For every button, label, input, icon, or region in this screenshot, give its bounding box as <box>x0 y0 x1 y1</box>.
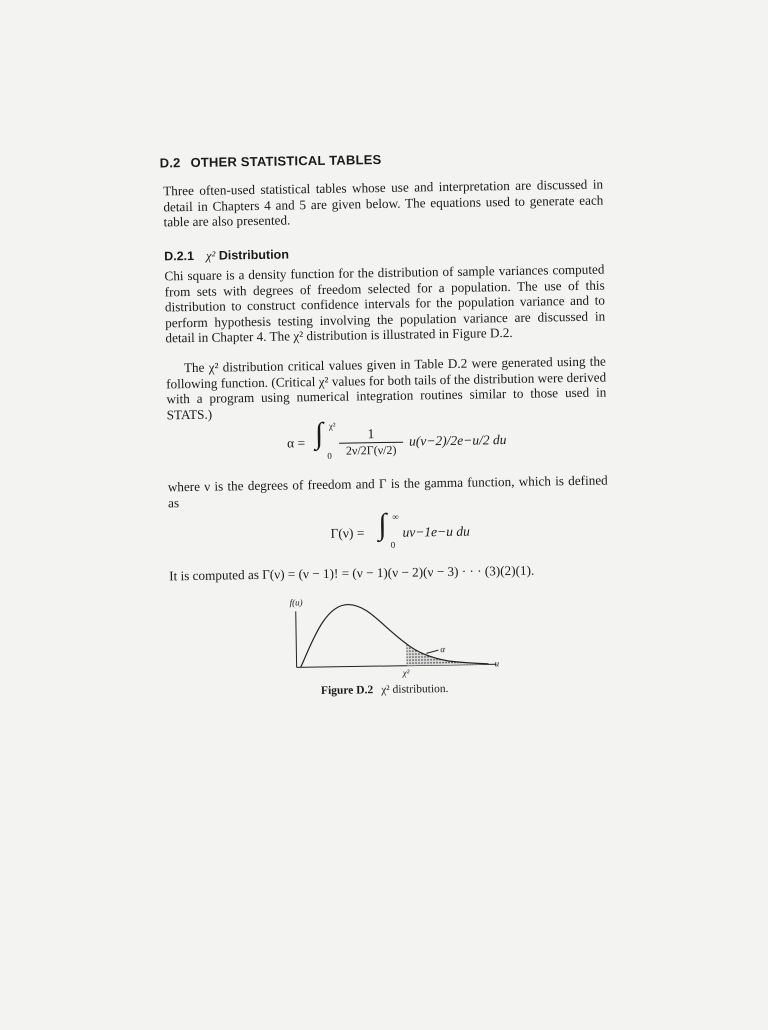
section-number: D.2 <box>159 155 181 171</box>
chi-square-figure <box>288 594 510 697</box>
intro-paragraph: Three often-used statistical tables whose use and interpretation are discussed in detail in Chapters 4 and 5 are given below. The equations used to generate each table are also presented. <box>163 176 604 230</box>
tail-area <box>406 642 488 665</box>
eq1-denominator: 2ν/2Γ(ν/2) <box>339 442 403 459</box>
subsection-symbol: χ² <box>205 248 216 263</box>
subsection-number: D.2.1 <box>164 248 195 264</box>
integral-sign: ∫ <box>378 507 387 542</box>
alpha-label: α <box>440 644 446 655</box>
caption-text: χ² distribution. <box>381 683 449 697</box>
subsection-heading <box>164 247 289 264</box>
chi-square-paragraph: Chi square is a density function for the distribution of sample variances computed from sets with degrees of freedom selected for a population. The use of this distribution to construct confidence intervals for the population variance and to perform hypothesis testing involving the population variance are discussed in detail in Chapter 4. The χ² distribution is illustrated in Figure D.2. <box>164 261 606 346</box>
eq1-lower-limit: 0 <box>327 450 332 461</box>
distribution-plot <box>288 594 509 687</box>
factorial-paragraph: It is computed as Γ(ν) = (ν − 1)! = (ν − 1)(ν − 2)(ν − 3) · · · (3)(2)(1). <box>169 562 535 584</box>
y-axis-label: f(u) <box>289 597 303 608</box>
eq2-lhs: Γ(ν) = <box>330 525 365 541</box>
alpha-equation <box>287 418 528 472</box>
alpha-pointer <box>426 650 438 653</box>
eq2-lower-limit: 0 <box>390 539 396 550</box>
eq1-lhs: α = <box>286 435 306 451</box>
section-title: OTHER STATISTICAL TABLES <box>190 151 382 170</box>
eq2-upper-limit: ∞ <box>392 511 399 522</box>
gamma-paragraph: where ν is the degrees of freedom and Γ is the gamma function, which is defined as <box>167 472 608 510</box>
y-axis <box>296 611 297 667</box>
subsection-title: Distribution <box>218 247 290 263</box>
section-heading <box>160 152 382 170</box>
eq1-numerator: 1 <box>367 426 375 442</box>
critical-value-label: χ² <box>402 667 410 678</box>
eq2-integrand: uν−1e−u du <box>402 523 470 540</box>
critical-values-paragraph: The χ² distribution critical values given in Table D.2 were generated using the following function. (Critical χ² values for both tails of the distribution were derived with a program using numerical integration routines similar to those used in STATS.) <box>166 353 607 423</box>
eq1-fraction <box>339 426 403 459</box>
eq1-upper-limit: χ² <box>328 420 336 431</box>
density-curve <box>300 602 489 667</box>
x-axis-label: u <box>494 658 500 669</box>
gamma-equation <box>330 507 491 555</box>
integral-sign: ∫ <box>314 416 324 451</box>
caption-number: Figure D.2 <box>320 684 374 698</box>
eq1-integrand: u(ν−2)/2e−u/2 du <box>408 432 507 449</box>
figure-caption <box>321 683 449 697</box>
